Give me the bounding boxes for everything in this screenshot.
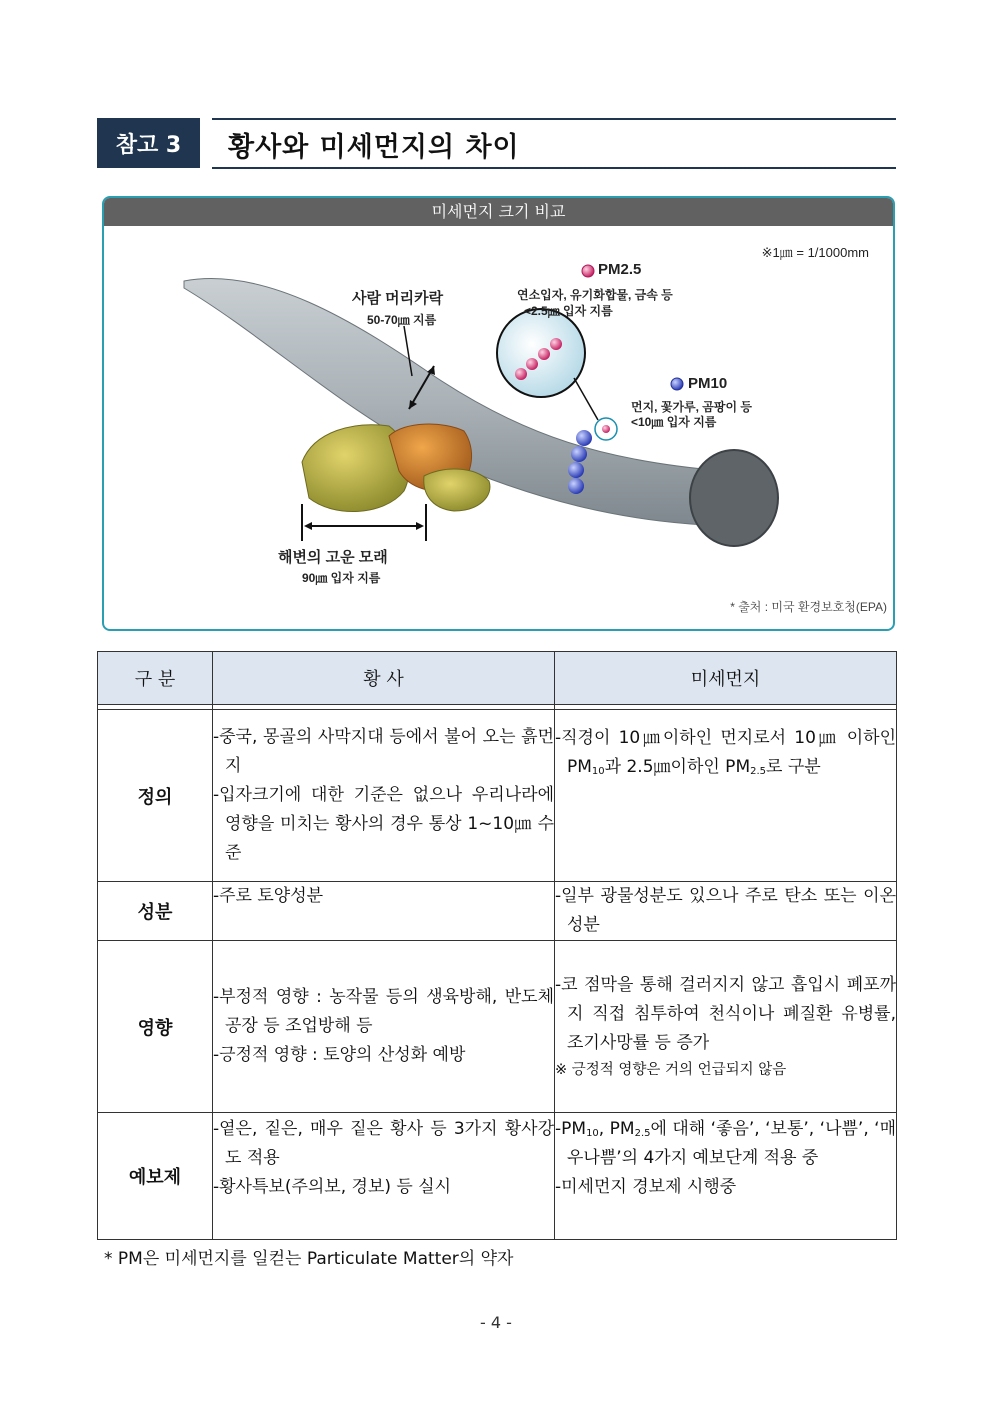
sand-grain — [424, 469, 490, 511]
cell-note: ※ 긍정적 영향은 거의 언급되지 않음 — [555, 1062, 787, 1078]
row-label: 정의 — [98, 710, 213, 882]
table-header-row — [98, 652, 897, 705]
cell-text: -긍정적 영향 : 토양의 산성화 예방 — [213, 1045, 466, 1065]
pm25-label: PM2.5 — [598, 261, 642, 278]
fine-dust-cell — [555, 1113, 897, 1240]
size-comparison-illustration — [104, 226, 893, 629]
cell-text: -일부 광물성분도 있으나 주로 탄소 또는 이온성분 — [555, 886, 896, 935]
cell-text: -부정적 영향 : 농작물 등의 생육방해, 반도체 공장 등 조업방해 등 — [213, 987, 554, 1036]
hair-label: 사람 머리카락 — [352, 290, 444, 307]
header-yellow-dust: 황 사 — [213, 652, 555, 705]
table-row — [98, 710, 897, 882]
figure-source: * 출처 : 미국 환경보호청(EPA) — [730, 600, 887, 614]
page-title: 황사와 미세먼지의 차이 — [228, 131, 520, 163]
cell-text: -중국, 몽골의 사막지대 등에서 불어 오는 흙먼지 — [213, 727, 554, 776]
row-label: 예보제 — [98, 1113, 213, 1240]
title-rule-bottom — [212, 167, 896, 169]
hair-cross-section — [690, 450, 778, 546]
yellow-dust-cell — [213, 882, 555, 941]
size-comparison-figure — [102, 196, 895, 631]
yellow-dust-cell — [213, 941, 555, 1113]
footnote: * PM은 미세먼지를 일컫는 Particulate Matter의 약자 — [104, 1249, 514, 1269]
yellow-dust-cell — [213, 710, 555, 882]
table-row — [98, 941, 897, 1113]
cell-text: -주로 토양성분 — [213, 886, 324, 906]
row-label: 성분 — [98, 882, 213, 941]
title-rule-top — [212, 118, 896, 120]
hair-size: 50-70㎛ 지름 — [367, 313, 437, 327]
pm10-size: <10㎛ 입자 지름 — [631, 415, 717, 429]
pm25-description: 연소입자, 유기화합물, 금속 등 — [517, 288, 673, 302]
fine-dust-cell — [555, 882, 897, 941]
pm25-dot — [582, 265, 594, 277]
cell-text: -미세먼지 경보제 시행중 — [555, 1177, 737, 1197]
sand-label: 해변의 고운 모래 — [278, 549, 388, 566]
pm10-description: 먼지, 꽃가루, 곰팡이 등 — [631, 400, 752, 414]
reference-badge: 참고 3 — [97, 118, 200, 168]
cell-text: -코 점막을 통해 걸러지지 않고 흡입시 폐포까지 직접 침투하여 천식이나 폐질환 유병률, 조기사망률 등 증가 — [555, 975, 896, 1053]
pm10-dot — [671, 378, 683, 390]
comparison-table — [97, 651, 897, 1240]
pm25-size: <2.5㎛ 입자 지름 — [524, 304, 613, 318]
cell-text: -황사특보(주의보, 경보) 등 실시 — [213, 1177, 452, 1197]
table-row — [98, 882, 897, 941]
row-label: 영향 — [98, 941, 213, 1113]
header-category: 구 분 — [98, 652, 213, 705]
cell-text: -옅은, 짙은, 매우 짙은 황사 등 3가지 황사강도 적용 — [213, 1119, 554, 1168]
fine-dust-cell — [555, 941, 897, 1113]
table-row — [98, 1113, 897, 1240]
unit-note: ※1㎛ = 1/1000mm — [761, 245, 869, 260]
page-number: - 4 - — [480, 1313, 512, 1332]
cell-text: -직경이 10㎛이하인 먼지로서 10㎛ 이하인 $PM_{10}$과 2.5㎛이하인 $PM_{2.5}$로 구분 — [555, 728, 896, 777]
cell-text: -입자크기에 대한 기준은 없으나 우리나라에 영향을 미치는 황사의 경우 통상 1~10㎛ 수준 — [213, 785, 554, 863]
sand-size: 90㎛ 입자 지름 — [302, 571, 381, 585]
fine-dust-cell — [555, 710, 897, 882]
yellow-dust-cell — [213, 1113, 555, 1240]
figure-title: 미세먼지 크기 비교 — [104, 198, 893, 226]
pm10-label: PM10 — [688, 375, 728, 392]
cell-text: $-PM_{10}$, $PM_{2.5}$에 대해 ‘좋음’, ‘보통’, ‘나쁨’, ‘매우나쁨’의 4가지 예보단계 적용 중 — [555, 1119, 896, 1168]
header-fine-dust: 미세먼지 — [555, 652, 897, 705]
